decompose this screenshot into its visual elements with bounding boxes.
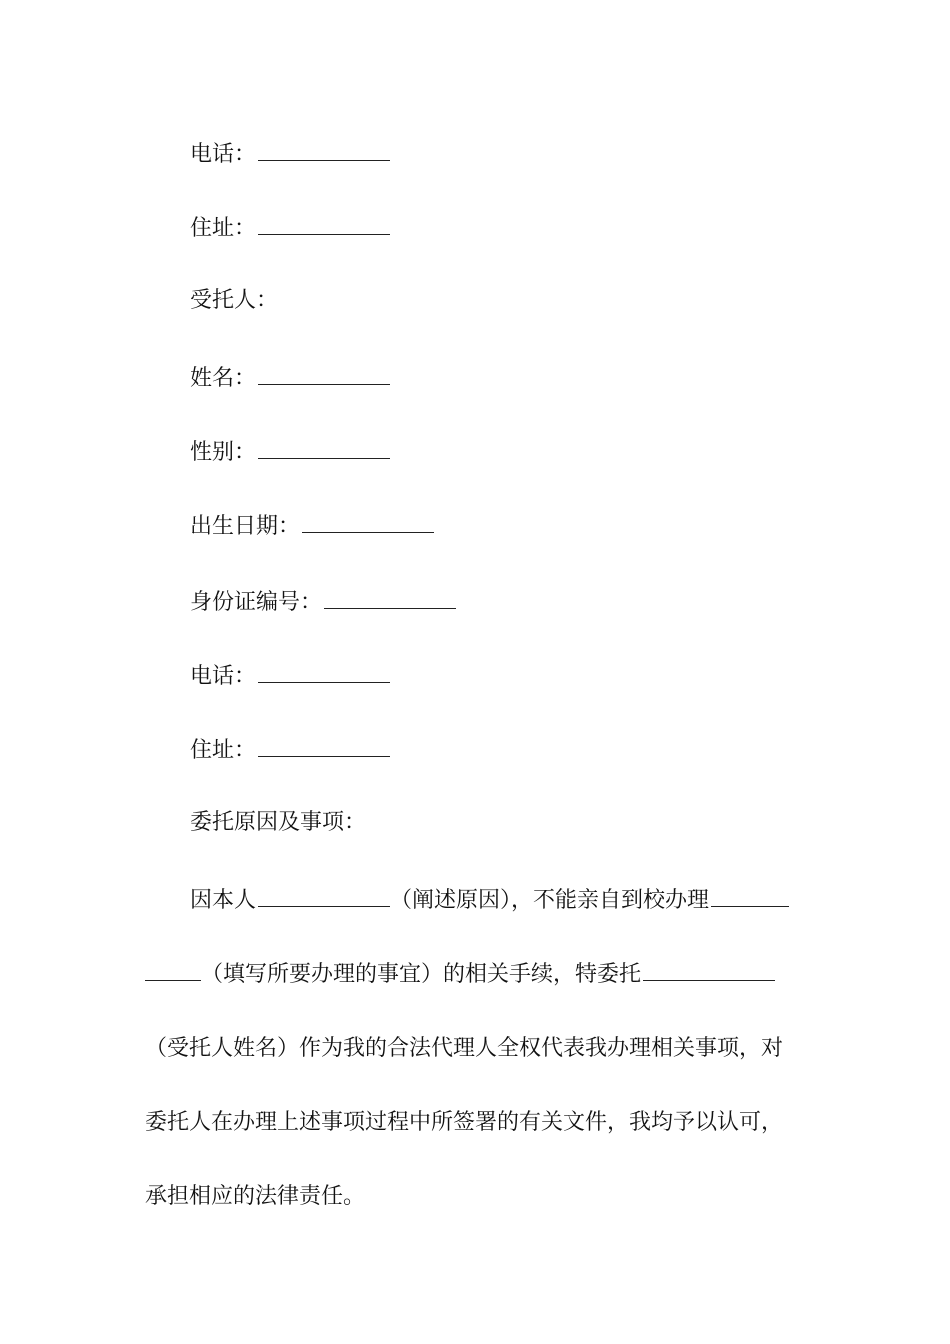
- section-heading: 受托人：: [190, 288, 279, 313]
- field-label: 性别：: [190, 440, 257, 465]
- field-label: 姓名：: [190, 366, 257, 391]
- reason-section-title: [190, 808, 366, 838]
- field-label: 出生日期：: [190, 514, 301, 539]
- blank-line[interactable]: [258, 212, 390, 235]
- body-line-2: [145, 958, 775, 990]
- field-label: 身份证编号：: [190, 590, 323, 615]
- field-row-address: [190, 212, 390, 244]
- body-text: （填写所要办理的事宜）的相关手续，特委托: [201, 962, 642, 987]
- field-row-agent-phone: [190, 660, 390, 692]
- blank-line[interactable]: [711, 884, 789, 907]
- blank-line[interactable]: [302, 510, 434, 533]
- blank-line[interactable]: [643, 958, 775, 981]
- body-text: 承担相应的法律责任。: [145, 1184, 366, 1209]
- body-line-5: [145, 1182, 365, 1212]
- agent-section-title: [190, 286, 278, 316]
- blank-line[interactable]: [258, 660, 390, 683]
- field-row-agent-address: [190, 734, 390, 766]
- blank-line[interactable]: [258, 884, 390, 907]
- body-line-1: [145, 884, 789, 916]
- field-label: 住址：: [190, 738, 257, 763]
- blank-line[interactable]: [258, 734, 390, 757]
- blank-line[interactable]: [145, 958, 201, 981]
- blank-line[interactable]: [258, 138, 390, 161]
- blank-line[interactable]: [258, 436, 390, 459]
- body-text: 委托人在办理上述事项过程中所签署的有关文件，我均予以认可，: [145, 1110, 784, 1135]
- field-row-agent-birthdate: [190, 510, 434, 542]
- field-row-phone: [190, 138, 390, 170]
- field-row-agent-gender: [190, 436, 390, 468]
- field-row-agent-id-number: [190, 586, 456, 618]
- field-label: 电话：: [190, 142, 257, 167]
- body-line-4: [145, 1108, 783, 1138]
- blank-line[interactable]: [324, 586, 456, 609]
- field-label: 电话：: [190, 664, 257, 689]
- field-row-agent-name: [190, 362, 390, 394]
- body-line-3: [145, 1034, 783, 1064]
- field-label: 住址：: [190, 216, 257, 241]
- section-heading: 委托原因及事项：: [190, 810, 367, 835]
- blank-line[interactable]: [258, 362, 390, 385]
- body-text: 因本人: [190, 888, 257, 913]
- body-text: （受托人姓名）作为我的合法代理人全权代表我办理相关事项，对: [145, 1036, 784, 1061]
- body-text: （阐述原因），不能亲自到校办理: [390, 888, 710, 913]
